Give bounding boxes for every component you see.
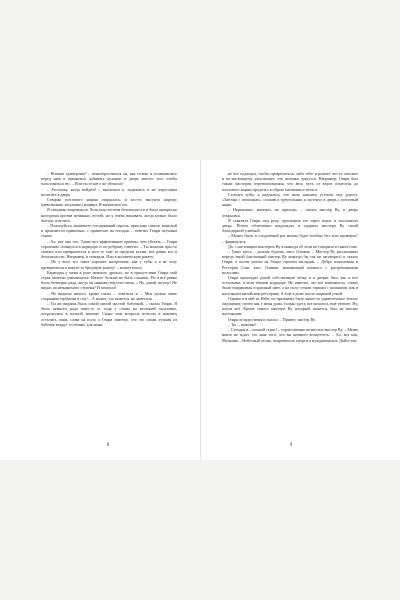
left-page-number: 8 bbox=[106, 443, 110, 448]
paragraph: – Ты ... конечно! bbox=[228, 321, 257, 327]
paragraph: – Расскажу, когда войдём! – выпалила я, задыхаясь и не переставая колотить в дверь. bbox=[41, 186, 177, 197]
paragraph: – Может быть, в следующий раз можно будет вообще без этих проверок? – фыркнула я. bbox=[222, 233, 358, 244]
paragraph: – Пожалуйста, напишите сегодняшний пароль, прислано самого запиской и произнести правильно, с примесью на сегодня, – ответил Генри скучным тоном. bbox=[41, 223, 177, 239]
right-page-text bbox=[222, 171, 358, 343]
paragraph: – Тише здесь – дальше будешь, мисс Оливия. – Мистер Ву рассказывал передо мной (настоящий мистер Ву никогда бы так не заговорил) и сказал Генри, а потом указал на Генри строгим взглядом. – Добро пожаловать в Ресторан Сонг кисс Оливия, незнакомый немного с растрёпанными волосами. bbox=[222, 249, 358, 275]
paragraph: Створка почтового ящика открылась, и кто-то высунул наружу (невозможно медленно) конверт. Я выхватила его. bbox=[41, 197, 177, 208]
paragraph: Генри пригладил рукой собственную чёлку и в дверях был, как и все остальные, в этом тёмном коридоре. Не заметил, что всё изменилось: стены были покрашены в красный цвет, а на полу стояли горшки с пальмами, как в настоящем китайском ресторане. А ещё в доме пахло жареной уткой. bbox=[222, 275, 358, 296]
paragraph: – Не у всех тут такое хорошее настроение, как у тебя, а я не хочу превратиться в какую-то бредовую ракету! – возмутилась. bbox=[41, 259, 177, 270]
paragraph: Я схватила Генри под руку, протащила его через порог и захлопнула дверь. Потом облегчённо выдохнула и одарила мистера Ву своей благодарной улыбкой. bbox=[222, 217, 358, 234]
left-page-text bbox=[41, 171, 177, 327]
book-spread bbox=[0, 160, 400, 460]
paragraph: – Не видишь ничего, кроме пыли, – ответила я. – Мне нужна лишь сохранная горбушка в сон! – А может, это кажется, не заметила. bbox=[41, 290, 177, 301]
paragraph: Однако и в ней из Нейт, по-прежнему было какое-то удивительное тёплое ощущение, почти как у меня дома, только здесь всё казалось ещё уютнее. Ну, почти всё. Кроме самого мистера Ву, который, кажется, был не вполне настоящим. bbox=[222, 295, 358, 317]
right-page-number: 9 bbox=[289, 443, 293, 448]
paragraph: Да, с настоящим мистером Ву я никогда об этом не говорила в таком тоне. bbox=[228, 243, 358, 249]
paragraph: – Ночные грамероны? – поинтересовался он, как только я остановилась перед ним и принялась добивать кухонно и дверь вместо того чтобы пользоваться ею. – Или ты от него по убежала? bbox=[41, 171, 177, 187]
paragraph: Караидан у меня в руке немного дрожал, но в присутствии Генри мой страх заметно уменьшился. Ничего больше не было слышно. Но я всё равно была безмерно рада, когда он наконец впустил меня. – Ну, давай, впущу! Не видно ли незнакомого ступеня? И помогла! bbox=[41, 269, 177, 291]
paragraph: – Сегодня в – ночной страх! – торжественно возвестил мистер Ву. – Меню никто не ждал, это знак того, что вы немного волнуетесь. – Ах, вот как, Мальмик – Небесный огонь, покровитель смерти и нуждающихся. Дайте ему bbox=[222, 327, 358, 343]
gutter-divider bbox=[200, 160, 201, 460]
paragraph: Генри оглядел меня и сказал: – Привет, мистер Ву. bbox=[228, 316, 316, 322]
paragraph: – Нормально, конечно, но приходи, – сказал мистер Ву, и дверь открылась. bbox=[222, 207, 358, 218]
paragraph: – Ах, вот оно что. Такие вот эффективные приёмы, чем убегать. – Генри торопливо оглянулся в коридоре и по-доброму ответил. – Ты можешь просто сказать или превратиться в кого-то ещё за пределы кухни, всё равно все в безопасности. Например, в генерала. Или в космическую ракету. bbox=[41, 238, 177, 260]
paragraph: Стиснув зубы, я надеялась, что ночь наконец уступит ему дорогу. «Заточка с помощью», сложив в треугольник и застенул в дверь с почтовый ящик. bbox=[222, 191, 358, 208]
paragraph: Я тихонько вскрикнула. Хотя моя система безопасности и была прекрасно настроена против незваных гостей, но я очень виновато, когда нужно было быстро спастись. bbox=[41, 207, 177, 223]
paragraph: – Ты же видишь была самой милой желтой бабочкой, – сказал Генри. Я была немного рада чему-то и, сидя у стены на весенней подставке, погружалась в полной тишине. Скоро мои вопросы исчезли и наконец остались лишь слова на полу, а Генри заметил, что это самая лучшая из бабочек вокруг, особенно для меня. bbox=[41, 301, 177, 327]
paragraph: не всё подходит, чтобы превратиться, либо тебе угрожает что-то опасное и по-настоящему ужасающее, что коленки трясутся. Например, Генри был таким мастером перевоплощения, что весь путь от ворот поместья до почтового ящика проделал в образе маленького пегаса. bbox=[222, 171, 358, 192]
